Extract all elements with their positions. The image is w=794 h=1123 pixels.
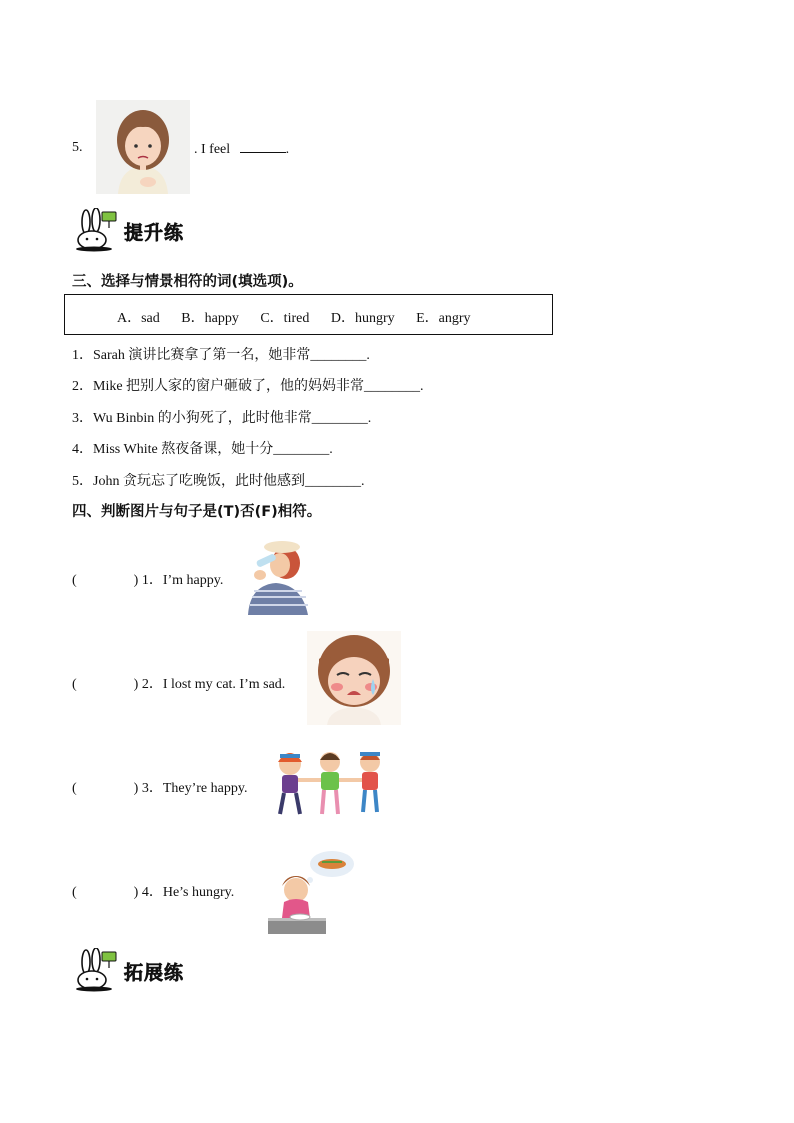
option-d: D．hungry (330, 311, 395, 326)
crying-girl-image (307, 631, 401, 725)
exercise-item: 4．Miss White 熬夜备课，她十分________. (72, 442, 333, 457)
exercise-item: 2．Mike 把别人家的窗户砸破了，他的妈妈非常________. (72, 379, 424, 394)
option-a: A．sad (117, 311, 160, 326)
bunny-icon (72, 208, 122, 252)
section-badge-extend (72, 948, 202, 992)
badge-title: 提升练 (124, 222, 185, 244)
judge-sentence: ) 3．They’re happy. (133, 781, 248, 796)
judge-sentence: ) 1．I’m happy. (133, 573, 224, 588)
judge-sentence: ) 2．I lost my cat. I’m sad. (133, 677, 286, 692)
badge-title: 拓展练 (124, 962, 185, 984)
exercise-item: 1．Sarah 演讲比赛拿了第一名，她非常________. (72, 348, 370, 363)
options-row (117, 307, 489, 327)
bunny-icon (72, 948, 122, 992)
question-number: 5. (72, 140, 83, 155)
exercise-item: 3．Wu Binbin 的小狗死了，此时他非常________. (72, 411, 372, 426)
open-paren: ( (72, 677, 77, 692)
exercise-item: 5．John 贪玩忘了吃晚饭，此时他感到________. (72, 474, 365, 489)
happy-kids-image (268, 740, 394, 824)
option-b: B．happy (181, 311, 239, 326)
feeling-sentence (194, 140, 289, 158)
options-box (64, 294, 553, 335)
section-title: 四、判断图片与句子是(T)否(F)相符。 (72, 504, 322, 520)
option-e: E．angry (416, 311, 471, 326)
open-paren: ( (72, 885, 77, 900)
judge-item (72, 777, 247, 797)
judge-item (72, 881, 234, 901)
drinking-woman-image (238, 535, 312, 615)
judge-sentence: ) 4．He’s hungry. (133, 885, 235, 900)
answer-blank[interactable] (240, 140, 286, 153)
section-badge-improve (72, 208, 202, 252)
judge-item (72, 569, 223, 589)
sad-girl-image (96, 100, 190, 194)
open-paren: ( (72, 781, 77, 796)
sentence-suffix: . (285, 142, 290, 157)
open-paren: ( (72, 573, 77, 588)
option-c: C．tired (260, 311, 310, 326)
sentence-prefix: . I feel (194, 142, 231, 157)
judge-item (72, 673, 285, 693)
hungry-child-image (266, 846, 358, 936)
section-title: 三、选择与情景相符的词(填选项)。 (72, 274, 303, 290)
